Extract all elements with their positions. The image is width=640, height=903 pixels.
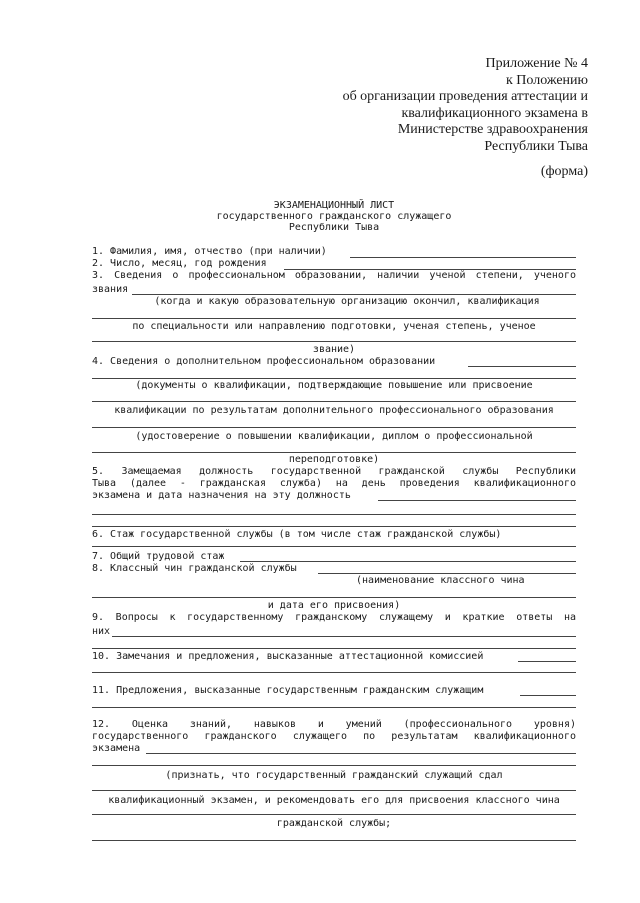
item-4-field[interactable]	[92, 452, 576, 453]
document-title: ЭКЗАМЕНАЦИОННЫЙ ЛИСТ	[273, 200, 395, 211]
appendix-number: Приложение № 4	[485, 56, 588, 71]
appendix-header	[343, 56, 588, 155]
item-7-label: 7. Общий трудовой стаж	[92, 551, 225, 562]
item-4-hint: (документы о квалификации, подтверждающие повышение или присвоение	[135, 380, 533, 391]
document-subtitle: государственного гражданского служащего	[216, 211, 452, 222]
item-8-field[interactable]	[318, 573, 576, 574]
appendix-line: об организации проведения аттестации и	[342, 89, 588, 104]
item-3-label: звания	[92, 284, 129, 295]
item-3-hint: по специальности или направлению подготовки, ученая степень, ученое	[132, 321, 536, 332]
item-12-label: экзамена	[92, 743, 141, 754]
item-9-field[interactable]	[92, 648, 576, 649]
item-12-field[interactable]	[92, 765, 576, 766]
item-12-label: государственного гражданского служащего по результатам квалификационного	[92, 731, 576, 742]
item-4-hint: переподготовке)	[288, 454, 380, 465]
item-3-hint: (когда и какую образовательную организацию окончил, квалификация	[154, 296, 540, 307]
item-12-field[interactable]	[92, 840, 576, 841]
item-12-field[interactable]	[92, 814, 576, 815]
form-label: (форма)	[540, 164, 588, 179]
item-12-field[interactable]	[92, 790, 576, 791]
appendix-line: квалификационного экзамена в	[401, 105, 588, 121]
item-12-field[interactable]	[146, 753, 576, 754]
item-6-field[interactable]	[92, 546, 576, 547]
item-12-hint: гражданской службы;	[276, 818, 392, 829]
item-12-hint: квалификационный экзамен, и рекомендовать его для присвоения классного чина	[108, 795, 560, 806]
item-5-field[interactable]	[92, 514, 576, 515]
item-8-hint: (наименование классного чина	[356, 575, 525, 586]
item-3-field[interactable]	[92, 318, 576, 319]
item-5-field[interactable]	[378, 500, 576, 501]
item-3-hint: звание)	[312, 344, 356, 355]
item-8-label: 8. Классный чин гражданской службы	[92, 563, 297, 574]
item-1-label: 1. Фамилия, имя, отчество (при наличии)	[92, 246, 327, 257]
item-11-field[interactable]	[92, 707, 576, 708]
item-4-hint: (удостоверение о повышении квалификации, диплом о профессиональной	[135, 431, 533, 442]
item-4-field[interactable]	[92, 401, 576, 402]
item-3-field[interactable]	[92, 341, 576, 342]
item-6-label: 6. Стаж государственной службы (в том числе стаж гражданской службы)	[92, 529, 502, 540]
item-11-field[interactable]	[520, 695, 576, 696]
item-3-label: 3. Сведения о профессиональном образовании, наличии ученой степени, ученого	[92, 270, 576, 281]
item-9-label: 9. Вопросы к государственному гражданскому служащему и краткие ответы на	[92, 612, 576, 623]
item-4-field[interactable]	[92, 427, 576, 428]
item-2-label: 2. Число, месяц, год рождения	[92, 258, 267, 269]
item-3-field[interactable]	[132, 294, 576, 295]
item-5-label: экзамена и дата назначения на эту должность	[92, 490, 351, 501]
appendix-line: Республики Тыва	[484, 138, 588, 154]
item-8-field[interactable]	[92, 597, 576, 598]
appendix-line: Министерстве здравоохранения	[397, 122, 588, 137]
document-subtitle: Республики Тыва	[288, 222, 380, 233]
item-5-label: Тыва (далее - гражданская служба) на день проведения квалификационного	[92, 478, 576, 489]
item-10-label: 10. Замечания и предложения, высказанные аттестационной комиссией	[92, 651, 484, 662]
item-4-hint: квалификации по результатам дополнительного профессионального образования	[114, 405, 554, 416]
appendix-line: к Положению	[505, 72, 588, 88]
item-10-field[interactable]	[92, 672, 576, 673]
item-12-hint: (признать, что государственный гражданский служащий сдал	[165, 770, 503, 781]
item-4-label: 4. Сведения о дополнительном профессиональном образовании	[92, 356, 436, 367]
item-9-field[interactable]	[112, 636, 576, 637]
item-9-label: них	[92, 626, 111, 637]
item-10-field[interactable]	[518, 661, 576, 662]
item-11-label: 11. Предложения, высказанные государственным гражданским служащим	[92, 685, 484, 696]
item-5-field[interactable]	[92, 526, 576, 527]
item-4-field[interactable]	[92, 378, 576, 379]
item-5-label: 5. Замещаемая должность государственной гражданской службы Республики	[92, 466, 576, 477]
item-4-field[interactable]	[468, 366, 576, 367]
item-7-field[interactable]	[240, 561, 576, 562]
item-12-label: 12. Оценка знаний, навыков и умений (профессионального уровня)	[92, 719, 576, 730]
item-8-hint: и дата его присвоения)	[267, 600, 401, 611]
